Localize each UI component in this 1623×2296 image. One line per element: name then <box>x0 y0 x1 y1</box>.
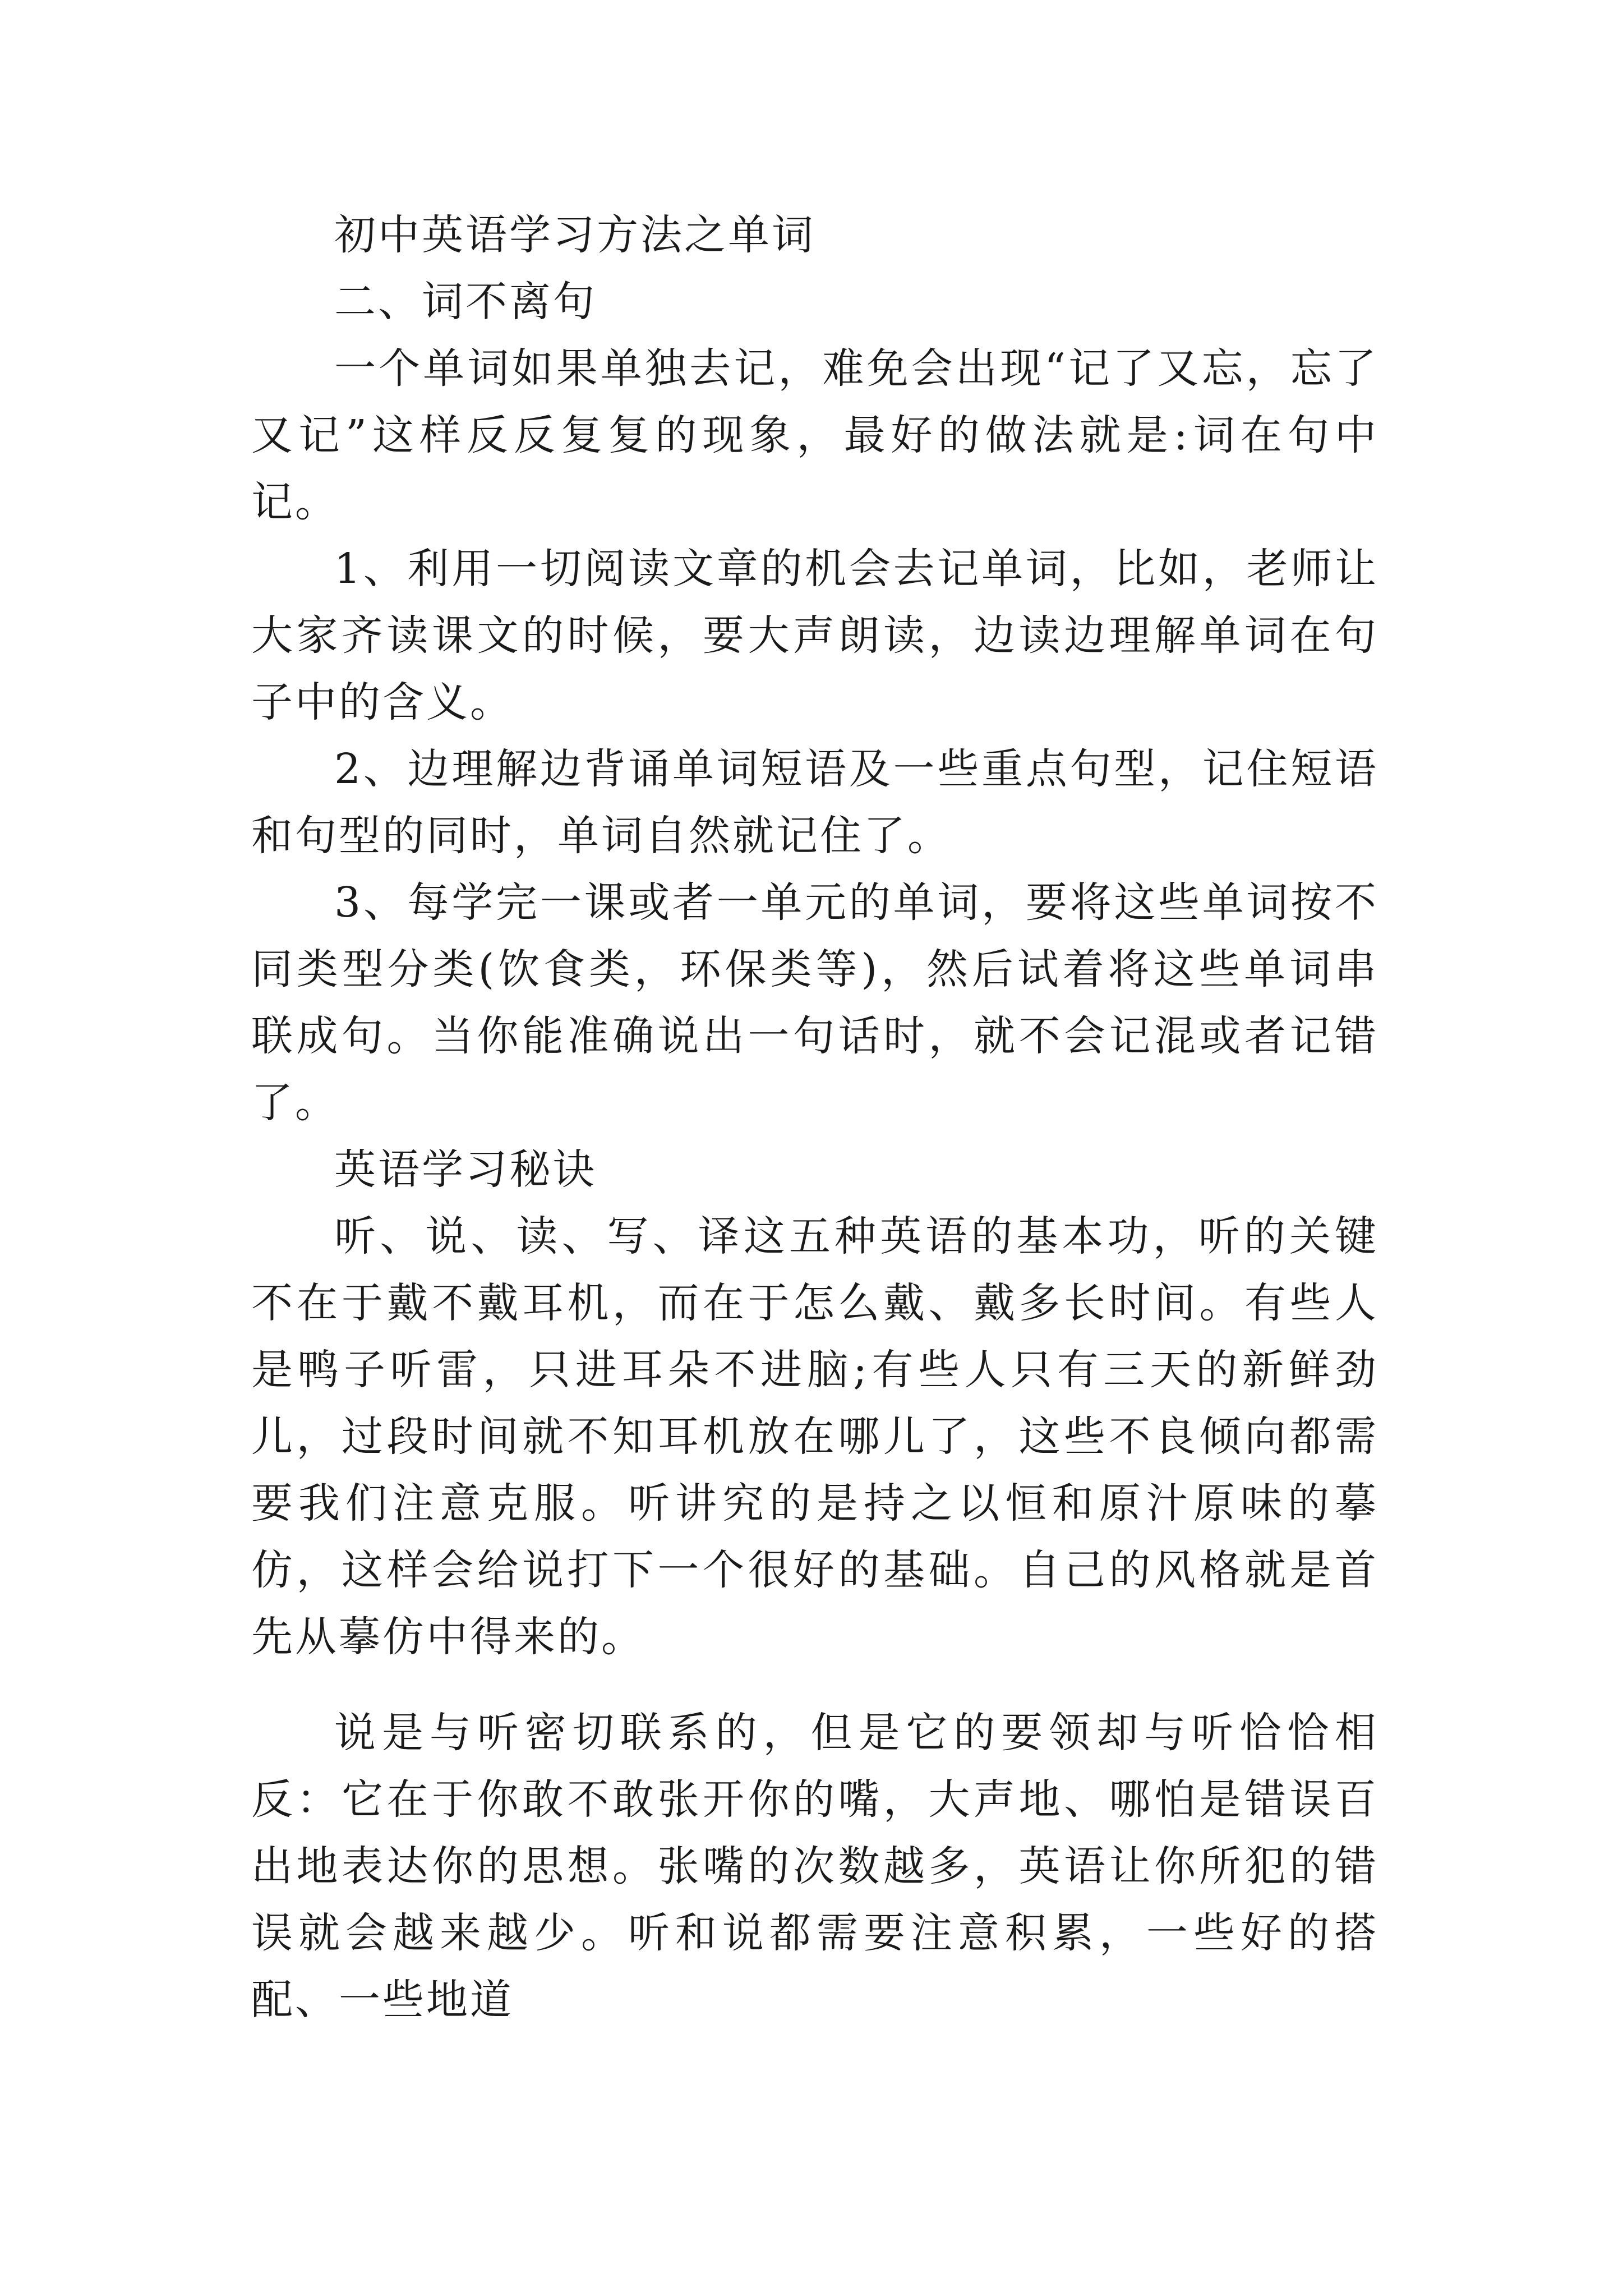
paragraph: 2、边理解边背诵单词短语及一些重点句型，记住短语和句型的同时，单词自然就记住了。 <box>251 745 1378 860</box>
section-heading: 二、词不离句 <box>334 278 597 326</box>
document-title: 初中英语学习方法之单词 <box>334 211 815 259</box>
paragraph: 1、利用一切阅读文章的机会去记单词，比如，老师让大家齐读课文的时候，要大声朗读，边读边理解单词在句子中的含义。 <box>251 545 1378 726</box>
paragraph: 说是与听密切联系的，但是它的要领却与听恰恰相反：它在于你敢不敢张开你的嘴，大声地、哪怕是错误百出地表达你的思想。张嘴的次数越多，英语让你所犯的错误就会越来越少。听和说都需要注意积累，一些好的搭配、一些地道 <box>251 1709 1378 2024</box>
section-heading: 英语学习秘诀 <box>334 1145 597 1194</box>
paragraph: 一个单词如果单独去记，难免会出现“记了又忘，忘了又记”这样反反复复的现象，最好的做法就是:词在句中记。 <box>251 344 1378 526</box>
paragraph: 听、说、读、写、译这五种英语的基本功，听的关键不在于戴不戴耳机，而在于怎么戴、戴多长时间。有些人是鸭子听雷，只进耳朵不进脑;有些人只有三天的新鲜劲儿，过段时间就不知耳机放在哪儿了，这些不良倾向都需要我们注意克服。听讲究的是持之以恒和原汁原味的摹仿，这样会给说打下一个很好的基础。自己的风格就是首先从摹仿中得来的。 <box>251 1212 1378 1661</box>
paragraph: 3、每学完一课或者一单元的单词，要将这些单词按不同类型分类(饮食类，环保类等)，然后试着将这些单词串联成句。当你能准确说出一句话时，就不会记混或者记错了。 <box>251 878 1378 1127</box>
document-body <box>251 202 1378 2033</box>
